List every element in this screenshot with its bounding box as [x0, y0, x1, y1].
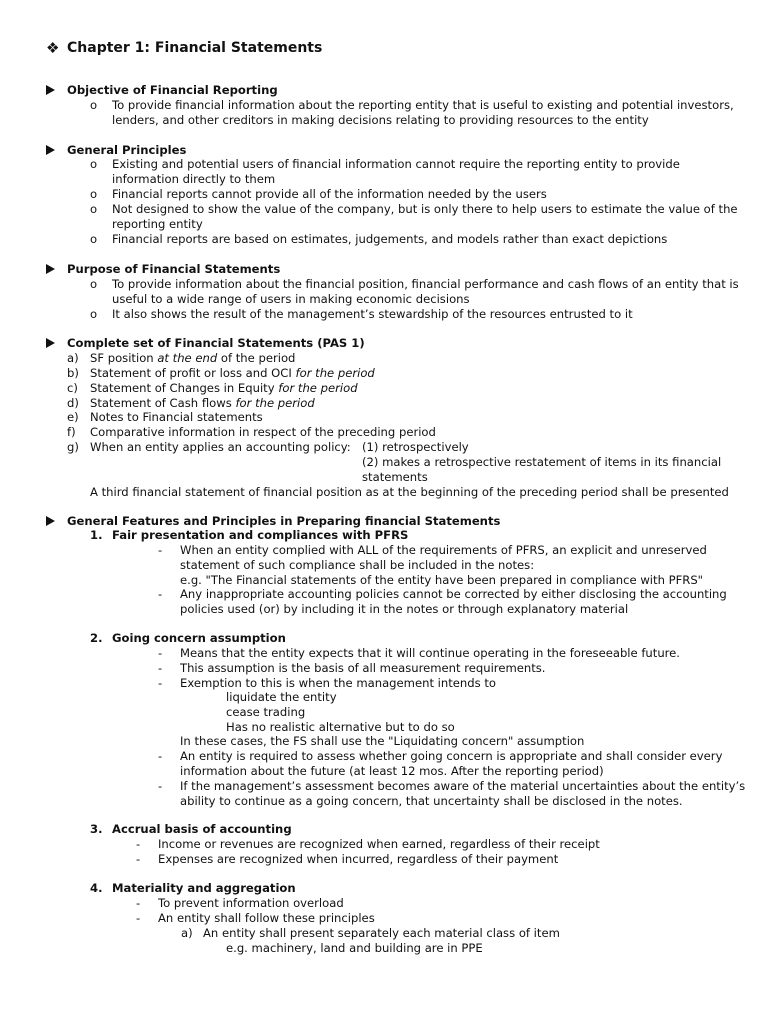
policy-detail-line: (1) retrospectively: [362, 440, 469, 454]
list-item-line: If the management’s assessment becomes aware of the material uncertainties about the entity’s: [180, 779, 746, 793]
subheading-fair-presentation: Fair presentation and compliances with PFRS: [112, 528, 409, 542]
dash-marker: -: [136, 911, 141, 925]
third-statement-note: A third financial statement of financial position as at the beginning of the preceding period shall be presented: [90, 485, 729, 499]
list-item-line: e.g. "The Financial statements of the entity have been prepared in compliance with PFRS": [180, 573, 704, 587]
list-item-line: It also shows the result of the management’s stewardship of the resources entrusted to it: [112, 307, 633, 321]
list-marker: d): [67, 396, 79, 410]
list-marker: c): [67, 381, 78, 395]
list-item-line: Comparative information in respect of the preceding period: [90, 425, 436, 439]
dash-marker: -: [136, 852, 141, 866]
list-marker: o: [90, 232, 98, 246]
subheading-going-concern: Going concern assumption: [112, 631, 286, 645]
list-marker: o: [90, 187, 98, 201]
list-item-line: statement of such compliance shall be included in the notes:: [180, 558, 535, 572]
page-title: Chapter 1: Financial Statements: [67, 40, 323, 56]
list-item-line: This assumption is the basis of all measurement requirements.: [180, 661, 546, 675]
dash-marker: -: [136, 896, 141, 910]
list-item-line: Not designed to show the value of the company, but is only there to help users to estimate the value of the: [112, 202, 738, 216]
list-marker: o: [90, 98, 98, 112]
list-item-line: When an entity applies an accounting policy:: [90, 440, 351, 454]
list-item-line: Statement of Cash flows for the period: [90, 396, 315, 410]
list-marker: b): [67, 366, 79, 380]
list-marker: a): [181, 926, 193, 940]
dash-marker: -: [158, 661, 163, 675]
arrow-bullet-icon: [46, 264, 55, 274]
numbered-marker: 3.: [90, 822, 103, 836]
list-item-line: ability to continue as a going concern, that uncertainty shall be disclosed in the notes.: [180, 794, 683, 808]
list-item-line: SF position at the end of the period: [90, 351, 296, 365]
policy-detail-line: statements: [362, 470, 428, 484]
list-marker: o: [90, 307, 98, 321]
list-item-line: To prevent information overload: [158, 896, 344, 910]
section-heading-objective: Objective of Financial Reporting: [67, 83, 278, 97]
list-item-line: Existing and potential users of financial information cannot require the reporting entity to provide: [112, 157, 680, 171]
list-item-line: To provide information about the financial position, financial performance and cash flows of an entity that is: [112, 277, 739, 291]
dash-marker: -: [158, 587, 163, 601]
list-item-line: lenders, and other creditors in making decisions relating to providing resources to the entity: [112, 113, 649, 127]
list-item-line: Exemption to this is when the management intends to: [180, 676, 496, 690]
dash-marker: -: [158, 543, 163, 557]
list-item-line: Any inappropriate accounting policies cannot be corrected by either disclosing the accounting: [180, 587, 727, 601]
policy-detail-line: (2) makes a retrospective restatement of items in its financial: [362, 455, 722, 469]
list-item-line: Financial reports cannot provide all of the information needed by the users: [112, 187, 547, 201]
list-marker: f): [67, 425, 76, 439]
list-item-line: Financial reports are based on estimates, judgements, and models rather than exact depictions: [112, 232, 668, 246]
title-bullet-icon: ❖: [46, 39, 60, 57]
list-item-line: In these cases, the FS shall use the "Liquidating concern" assumption: [180, 734, 585, 748]
section-heading-general-principles: General Principles: [67, 143, 187, 157]
list-marker: e): [67, 410, 79, 424]
numbered-marker: 2.: [90, 631, 103, 645]
example-line: e.g. machinery, land and building are in PPE: [226, 941, 483, 955]
arrow-bullet-icon: [46, 338, 55, 348]
dash-marker: -: [158, 676, 163, 690]
list-item-line: When an entity complied with ALL of the requirements of PFRS, an explicit and unreserved: [180, 543, 707, 557]
arrow-bullet-icon: [46, 85, 55, 95]
list-item-line: An entity shall present separately each material class of item: [203, 926, 560, 940]
arrow-bullet-icon: [46, 145, 55, 155]
list-item-line: Income or revenues are recognized when earned, regardless of their receipt: [158, 837, 600, 851]
list-marker: o: [90, 202, 98, 216]
exemption-item: Has no realistic alternative but to do so: [226, 720, 455, 734]
numbered-marker: 4.: [90, 881, 103, 895]
list-item-line: information directly to them: [112, 172, 276, 186]
list-marker: o: [90, 277, 98, 291]
exemption-item: cease trading: [226, 705, 306, 719]
list-item-line: policies used (or) by including it in the notes or through explanatory material: [180, 602, 629, 616]
list-item-line: Means that the entity expects that it will continue operating in the foreseeable future.: [180, 646, 680, 660]
list-item-line: information about the future (at least 12 mos. After the reporting period): [180, 764, 604, 778]
list-item-line: Statement of Changes in Equity for the period: [90, 381, 358, 395]
dash-marker: -: [158, 779, 163, 793]
list-item-line: Expenses are recognized when incurred, regardless of their payment: [158, 852, 559, 866]
exemption-item: liquidate the entity: [226, 690, 337, 704]
list-item-line: An entity is required to assess whether going concern is appropriate and shall consider every: [180, 749, 723, 763]
arrow-bullet-icon: [46, 516, 55, 526]
list-item-line: Notes to Financial statements: [90, 410, 263, 424]
dash-marker: -: [158, 749, 163, 763]
list-item-line: Statement of profit or loss and OCI for the period: [90, 366, 375, 380]
section-heading-purpose: Purpose of Financial Statements: [67, 262, 281, 276]
dash-marker: -: [136, 837, 141, 851]
list-item-line: An entity shall follow these principles: [158, 911, 375, 925]
subheading-materiality: Materiality and aggregation: [112, 881, 296, 895]
subheading-accrual-basis: Accrual basis of accounting: [112, 822, 292, 836]
list-item-line: To provide financial information about the reporting entity that is useful to existing and potential investors,: [112, 98, 734, 112]
list-item-line: reporting entity: [112, 217, 203, 231]
numbered-marker: 1.: [90, 528, 103, 542]
list-item-line: useful to a wide range of users in making economic decisions: [112, 292, 470, 306]
dash-marker: -: [158, 646, 163, 660]
list-marker: o: [90, 157, 98, 171]
section-heading-general-features: General Features and Principles in Preparing financial Statements: [67, 514, 501, 528]
list-marker: g): [67, 440, 79, 454]
section-heading-complete-set: Complete set of Financial Statements (PAS 1): [67, 336, 365, 350]
list-marker: a): [67, 351, 79, 365]
